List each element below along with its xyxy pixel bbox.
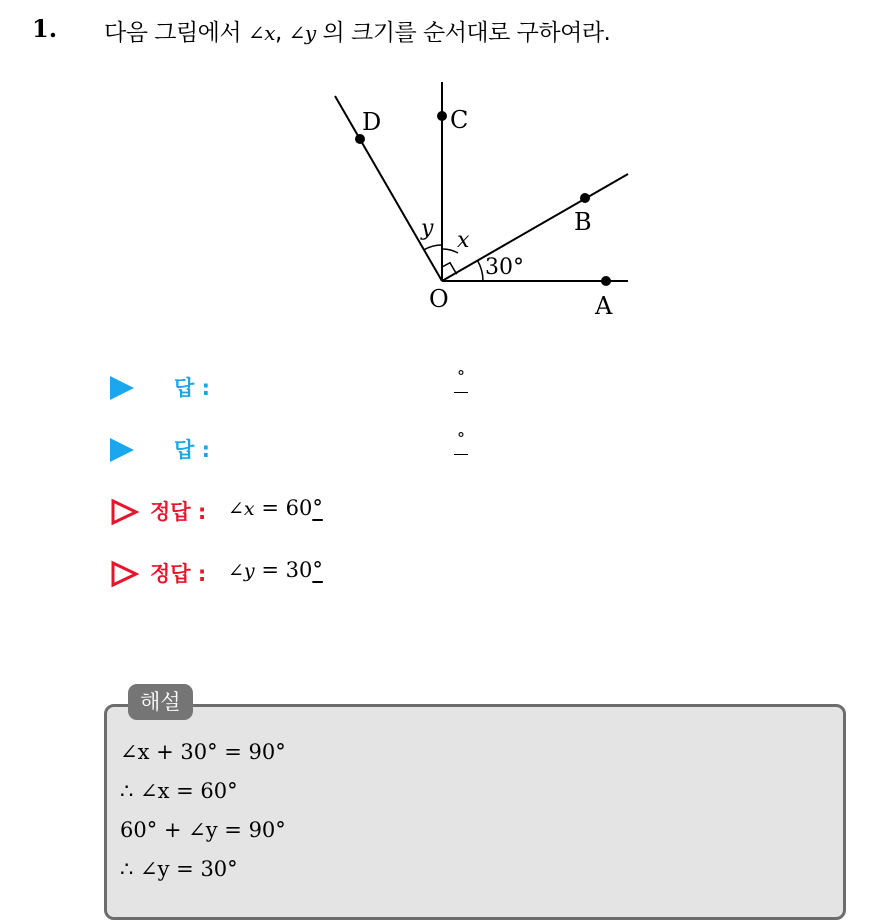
explanation-box: [104, 704, 846, 920]
point-b: [580, 193, 590, 203]
point-c: [437, 111, 447, 121]
label-a: A: [595, 292, 613, 320]
answer-label: 답 :: [174, 438, 210, 462]
outline-arrow-icon: [110, 498, 140, 526]
arc-y: [424, 245, 442, 250]
angle-y-symbol: ∠y: [288, 21, 316, 45]
answer-blank-degree[interactable]: °: [454, 370, 468, 393]
angle-diagram: [0, 0, 884, 340]
question-number: 1.: [32, 14, 58, 43]
answer-label: 답 :: [174, 376, 210, 400]
outline-arrow-icon: [110, 560, 140, 588]
question-separator: ,: [274, 20, 282, 46]
angle-x-symbol: ∠x: [247, 21, 275, 45]
explanation-line-2: ∴ ∠x = 60°: [120, 779, 238, 803]
right-angle-mark: [442, 263, 457, 275]
arc-30: [478, 261, 484, 282]
explanation-tag: 해설: [128, 684, 193, 720]
arc-x: [442, 249, 458, 253]
label-x: x: [457, 228, 470, 253]
correct-answer-value: ∠y = 30°: [228, 558, 323, 582]
ray-od: [335, 96, 442, 281]
answer-blank-degree[interactable]: °: [454, 432, 468, 455]
explanation-line-1: ∠x + 30° = 90°: [120, 740, 286, 764]
label-d: D: [362, 108, 382, 136]
point-a: [601, 276, 611, 286]
label-y: y: [421, 216, 434, 241]
correct-answer-value: ∠x = 60°: [228, 496, 323, 520]
play-arrow-icon: [110, 438, 134, 462]
question-text-after: 의 크기를 순서대로 구하여라.: [322, 20, 611, 46]
label-c: C: [450, 106, 469, 134]
label-o: O: [429, 285, 449, 313]
correct-answer-label: 정답 :: [150, 500, 207, 524]
correct-answer-label: 정답 :: [150, 562, 207, 586]
explanation-line-4: ∴ ∠y = 30°: [120, 857, 238, 881]
label-30-degrees: 30°: [485, 255, 524, 280]
play-arrow-icon: [110, 376, 134, 400]
question-text-before: 다음 그림에서: [104, 20, 242, 46]
ray-ob: [442, 174, 628, 281]
label-b: B: [574, 208, 592, 236]
explanation-line-3: 60° + ∠y = 90°: [120, 818, 286, 842]
